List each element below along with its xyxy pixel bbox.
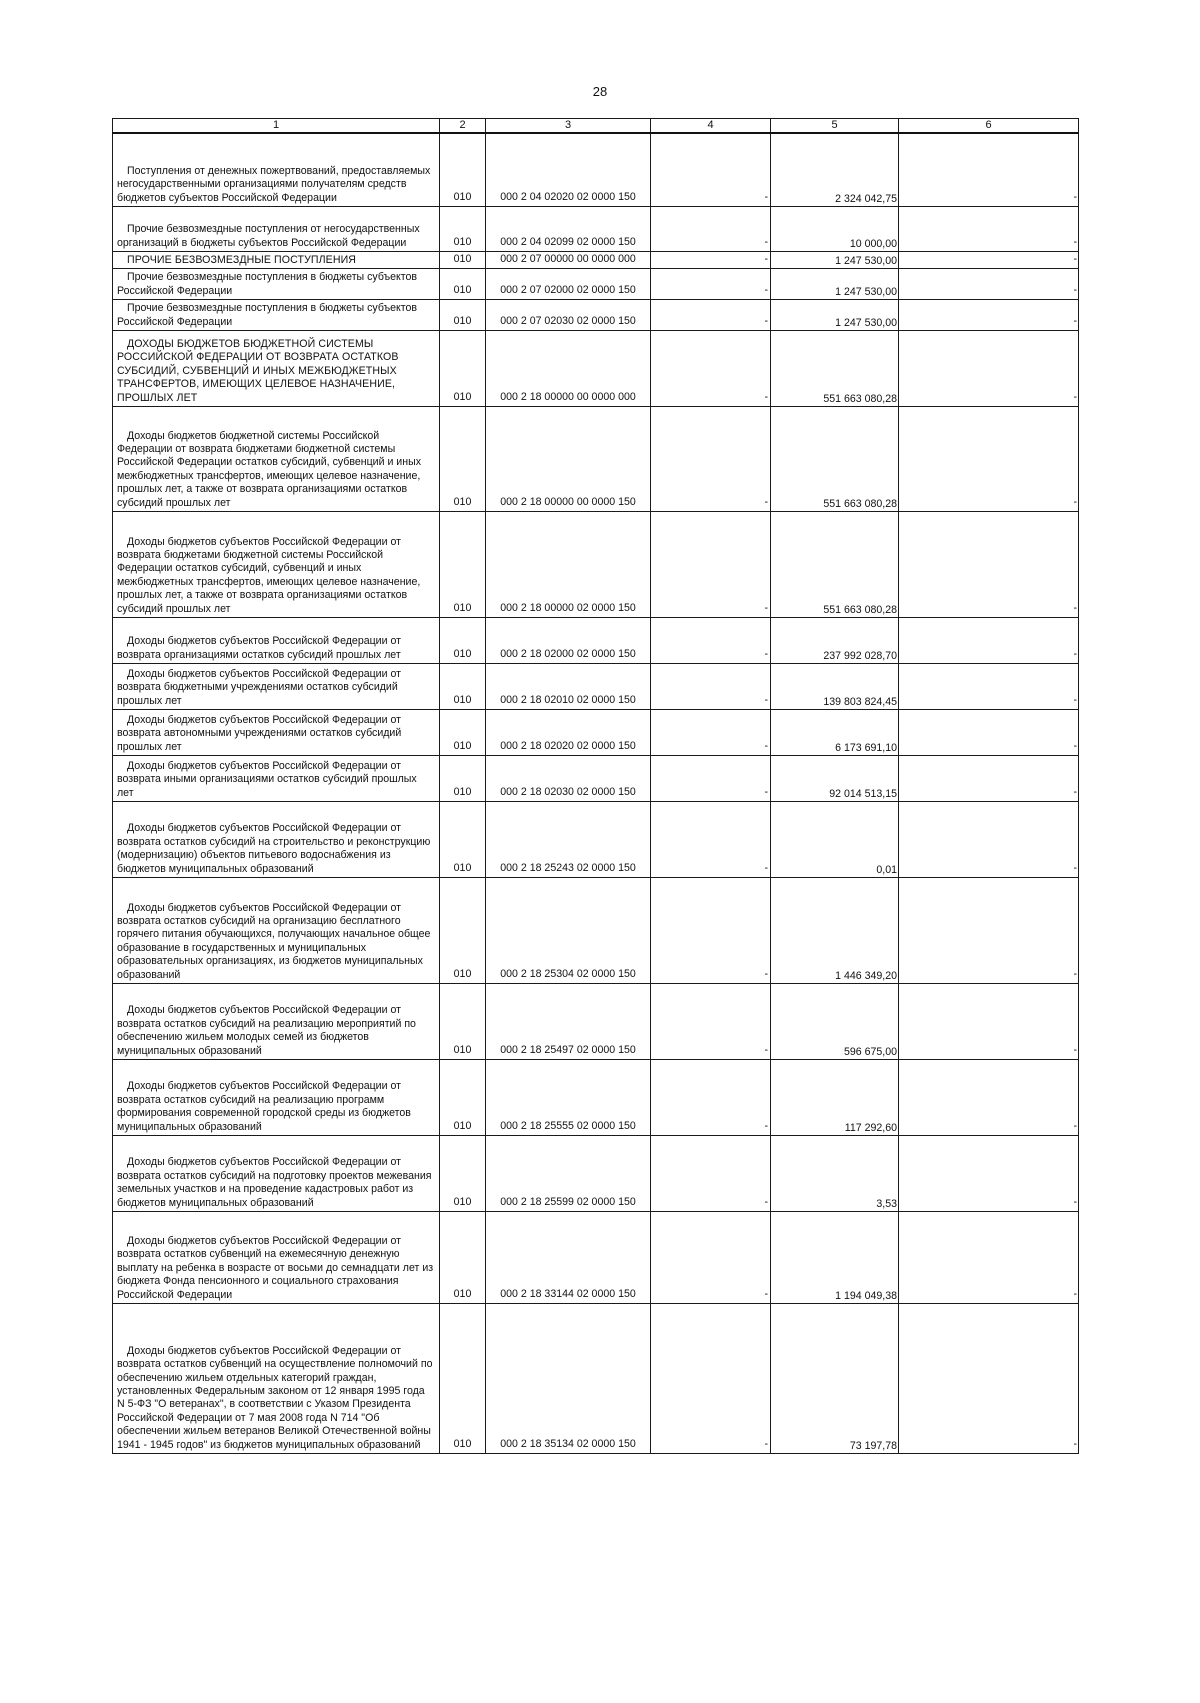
row-approved-amount xyxy=(651,983,771,1059)
row-line-code xyxy=(440,709,486,755)
row-budget-code-text: 000 2 04 02020 02 0000 150 xyxy=(500,190,636,203)
row-unexecuted-amount xyxy=(899,983,1079,1059)
row-unexecuted-amount xyxy=(899,206,1079,251)
row-executed-amount-text: 1 446 349,20 xyxy=(835,969,897,982)
column-header-5: 5 xyxy=(771,119,899,134)
row-budget-code-text: 000 2 18 02020 02 0000 150 xyxy=(500,739,636,752)
row-line-code xyxy=(440,406,486,511)
row-line-code-text: 010 xyxy=(453,390,472,403)
row-approved-amount xyxy=(651,251,771,268)
row-name-text: Доходы бюджетов субъектов Российской Федерации от возврата бюджетными учреждениями остатков субсидий прошлых лет xyxy=(117,667,401,707)
row-executed-amount xyxy=(771,1135,899,1211)
row-unexecuted-amount xyxy=(899,511,1079,617)
row-executed-amount xyxy=(771,709,899,755)
row-approved-amount xyxy=(651,663,771,709)
row-name-text: Прочие безвозмездные поступления от негосударственных организаций в бюджеты субъектов Российской Федерации xyxy=(117,223,420,249)
row-approved-amount xyxy=(651,300,771,331)
row-unexecuted-amount-text: - xyxy=(1073,1287,1077,1300)
row-executed-amount xyxy=(771,877,899,983)
row-line-code xyxy=(440,269,486,300)
row-name-text: ДОХОДЫ БЮДЖЕТОВ БЮДЖЕТНОЙ СИСТЕМЫ РОССИЙСКОЙ ФЕДЕРАЦИИ ОТ ВОЗВРАТА ОСТАТКОВ СУБСИДИЙ, СУБВЕНЦИЙ И ИНЫХ МЕЖБЮДЖЕТНЫХ ТРАНСФЕРТОВ, ИМЕЮЩИХ ЦЕЛЕВОЕ НАЗНАЧЕНИЕ, ПРОШЛЫХ ЛЕТ xyxy=(117,337,399,404)
row-line-code xyxy=(440,511,486,617)
row-executed-amount xyxy=(771,511,899,617)
row-name xyxy=(113,617,440,663)
table-row xyxy=(113,1303,1079,1453)
row-line-code-text: 010 xyxy=(453,235,472,248)
row-line-code-text: 010 xyxy=(453,967,472,980)
row-approved-amount xyxy=(651,133,771,206)
table-body xyxy=(113,133,1079,1453)
row-executed-amount xyxy=(771,269,899,300)
row-name xyxy=(113,206,440,251)
row-budget-code xyxy=(486,1135,651,1211)
row-unexecuted-amount-text: - xyxy=(1073,235,1077,248)
row-budget-code-text: 000 2 18 25497 02 0000 150 xyxy=(500,1043,636,1056)
row-budget-code-text: 000 2 18 25304 02 0000 150 xyxy=(500,967,636,980)
row-line-code xyxy=(440,755,486,801)
row-line-code-text: 010 xyxy=(453,647,472,660)
row-unexecuted-amount-text: - xyxy=(1073,693,1077,706)
row-approved-amount xyxy=(651,206,771,251)
row-budget-code-text: 000 2 18 00000 02 0000 150 xyxy=(500,601,636,614)
row-name xyxy=(113,330,440,406)
row-executed-amount-text: 1 247 530,00 xyxy=(835,254,897,267)
row-approved-amount xyxy=(651,1211,771,1303)
row-approved-amount-text: - xyxy=(764,283,768,296)
row-unexecuted-amount xyxy=(899,663,1079,709)
row-approved-amount-text: - xyxy=(764,495,768,508)
row-budget-code xyxy=(486,801,651,877)
row-line-code xyxy=(440,330,486,406)
table-row xyxy=(113,983,1079,1059)
row-unexecuted-amount xyxy=(899,1303,1079,1453)
row-approved-amount-text: - xyxy=(764,390,768,403)
row-budget-code-text: 000 2 18 00000 00 0000 150 xyxy=(500,495,636,508)
row-approved-amount-text: - xyxy=(764,1043,768,1056)
row-executed-amount xyxy=(771,983,899,1059)
row-executed-amount-text: 92 014 513,15 xyxy=(829,787,897,800)
row-name-text: Доходы бюджетов субъектов Российской Федерации от возврата бюджетами бюджетной системы Российской Федерации остатков субсидий, субвенций и иных межбюджетных трансфертов, имеющих целевое назначение, прошлых лет, а также от возврата организациями остатков субсидий прошлых лет xyxy=(117,535,421,615)
row-budget-code xyxy=(486,709,651,755)
row-executed-amount xyxy=(771,1303,899,1453)
row-unexecuted-amount xyxy=(899,801,1079,877)
row-line-code xyxy=(440,1303,486,1453)
row-approved-amount xyxy=(651,1135,771,1211)
row-budget-code-text: 000 2 18 35134 02 0000 150 xyxy=(500,1437,636,1450)
row-budget-code xyxy=(486,1059,651,1135)
row-budget-code xyxy=(486,877,651,983)
page-number: 28 xyxy=(592,84,608,99)
row-name xyxy=(113,983,440,1059)
row-approved-amount-text: - xyxy=(764,739,768,752)
row-approved-amount xyxy=(651,617,771,663)
row-line-code-text: 010 xyxy=(453,252,472,265)
budget-revenue-table xyxy=(112,118,1079,1454)
table-row xyxy=(113,755,1079,801)
row-approved-amount-text: - xyxy=(764,1287,768,1300)
row-budget-code xyxy=(486,1303,651,1453)
row-approved-amount xyxy=(651,877,771,983)
column-header-3: 3 xyxy=(486,119,651,134)
row-unexecuted-amount xyxy=(899,406,1079,511)
row-executed-amount-text: 117 292,60 xyxy=(844,1121,897,1134)
table-row xyxy=(113,511,1079,617)
row-unexecuted-amount xyxy=(899,1211,1079,1303)
row-name xyxy=(113,1135,440,1211)
row-executed-amount-text: 596 675,00 xyxy=(843,1045,897,1058)
row-budget-code-text: 000 2 04 02099 02 0000 150 xyxy=(500,235,636,248)
row-budget-code xyxy=(486,983,651,1059)
row-unexecuted-amount xyxy=(899,269,1079,300)
row-line-code-text: 010 xyxy=(453,1195,472,1208)
row-name-text: Доходы бюджетов субъектов Российской Федерации от возврата организациями остатков субсидий прошлых лет xyxy=(117,635,401,661)
row-executed-amount-text: 139 803 824,45 xyxy=(823,695,897,708)
row-executed-amount xyxy=(771,801,899,877)
column-header-4: 4 xyxy=(651,119,771,134)
table-row xyxy=(113,269,1079,300)
row-budget-code xyxy=(486,330,651,406)
row-unexecuted-amount xyxy=(899,709,1079,755)
table-row xyxy=(113,300,1079,331)
row-executed-amount xyxy=(771,251,899,268)
table-row xyxy=(113,1135,1079,1211)
row-unexecuted-amount xyxy=(899,251,1079,268)
row-name xyxy=(113,1303,440,1453)
row-line-code xyxy=(440,1135,486,1211)
row-budget-code xyxy=(486,206,651,251)
row-unexecuted-amount-text: - xyxy=(1073,1195,1077,1208)
table-row xyxy=(113,877,1079,983)
row-executed-amount-text: 73 197,78 xyxy=(849,1439,897,1452)
row-executed-amount xyxy=(771,617,899,663)
row-line-code xyxy=(440,663,486,709)
table-header xyxy=(113,119,1079,134)
row-budget-code xyxy=(486,269,651,300)
row-executed-amount xyxy=(771,1059,899,1135)
row-line-code xyxy=(440,617,486,663)
row-name xyxy=(113,1059,440,1135)
row-line-code xyxy=(440,877,486,983)
table-row xyxy=(113,1211,1079,1303)
row-line-code-text: 010 xyxy=(453,1437,472,1450)
column-header-2: 2 xyxy=(440,119,486,134)
row-unexecuted-amount-text: - xyxy=(1073,390,1077,403)
row-approved-amount xyxy=(651,511,771,617)
row-executed-amount-text: 0,01 xyxy=(876,863,897,876)
row-budget-code-text: 000 2 18 02010 02 0000 150 xyxy=(500,693,636,706)
row-approved-amount-text: - xyxy=(764,1437,768,1450)
row-executed-amount xyxy=(771,206,899,251)
row-approved-amount-text: - xyxy=(764,647,768,660)
row-name-text: Доходы бюджетов субъектов Российской Федерации от возврата остатков субвенций на ежемесячную денежную выплату на ребенка в возрасте от восьми до семнадцати лет из бюджета Фонда пенсионного и социального страхования Российской Федерации xyxy=(117,1234,434,1301)
row-approved-amount xyxy=(651,801,771,877)
row-name-text: Доходы бюджетов субъектов Российской Федерации от возврата иными организациями остатков субсидий прошлых лет xyxy=(117,759,417,799)
row-name-text: Поступления от денежных пожертвований, предоставляемых негосударственными организациями получателям средств бюджетов субъектов Российской Федерации xyxy=(117,164,431,204)
row-name-text: Доходы бюджетов субъектов Российской Федерации от возврата остатков субсидий на реализацию мероприятий по обеспечению жильем молодых семей из бюджетов муниципальных образований xyxy=(117,1004,416,1057)
row-executed-amount-text: 6 173 691,10 xyxy=(835,741,897,754)
row-executed-amount xyxy=(771,300,899,331)
column-number-row xyxy=(113,119,1079,134)
row-approved-amount-text: - xyxy=(764,1119,768,1132)
row-executed-amount-text: 237 992 028,70 xyxy=(823,649,897,662)
row-line-code-text: 010 xyxy=(453,283,472,296)
row-executed-amount-text: 3,53 xyxy=(876,1197,897,1210)
row-name-text: ПРОЧИЕ БЕЗВОЗМЕЗДНЫЕ ПОСТУПЛЕНИЯ xyxy=(127,253,357,266)
row-unexecuted-amount xyxy=(899,755,1079,801)
row-name-text: Доходы бюджетов субъектов Российской Федерации от возврата остатков субсидий на строительство и реконструкцию (модернизацию) объектов питьевого водоснабжения из бюджетов муниципальных образований xyxy=(117,822,431,875)
row-budget-code xyxy=(486,406,651,511)
row-executed-amount xyxy=(771,133,899,206)
row-budget-code-text: 000 2 18 25243 02 0000 150 xyxy=(500,861,636,874)
row-executed-amount-text: 2 324 042,75 xyxy=(835,192,897,205)
row-name-text: Прочие безвозмездные поступления в бюджеты субъектов Российской Федерации xyxy=(117,271,418,297)
row-budget-code xyxy=(486,133,651,206)
row-line-code xyxy=(440,206,486,251)
row-name-text: Доходы бюджетов субъектов Российской Федерации от возврата остатков субсидий на подготовку проектов межевания земельных участков и на проведение кадастровых работ из бюджетов муниципальных образований xyxy=(117,1156,432,1209)
row-approved-amount-text: - xyxy=(764,252,768,265)
row-name xyxy=(113,709,440,755)
row-line-code-text: 010 xyxy=(453,314,472,327)
row-executed-amount xyxy=(771,663,899,709)
row-name xyxy=(113,511,440,617)
row-line-code-text: 010 xyxy=(453,601,472,614)
row-unexecuted-amount-text: - xyxy=(1073,739,1077,752)
row-unexecuted-amount-text: - xyxy=(1073,601,1077,614)
row-line-code xyxy=(440,1059,486,1135)
row-budget-code xyxy=(486,617,651,663)
row-approved-amount-text: - xyxy=(764,785,768,798)
row-name xyxy=(113,877,440,983)
row-approved-amount-text: - xyxy=(764,1195,768,1208)
row-name xyxy=(113,269,440,300)
row-unexecuted-amount-text: - xyxy=(1073,967,1077,980)
row-budget-code-text: 000 2 07 02030 02 0000 150 xyxy=(500,314,636,327)
row-executed-amount-text: 551 663 080,28 xyxy=(823,392,897,405)
row-unexecuted-amount xyxy=(899,617,1079,663)
row-line-code xyxy=(440,251,486,268)
row-approved-amount-text: - xyxy=(764,693,768,706)
row-unexecuted-amount xyxy=(899,1059,1079,1135)
row-line-code-text: 010 xyxy=(453,190,472,203)
row-executed-amount xyxy=(771,755,899,801)
row-executed-amount-text: 10 000,00 xyxy=(849,237,897,250)
row-budget-code-text: 000 2 07 02000 02 0000 150 xyxy=(500,283,636,296)
row-unexecuted-amount xyxy=(899,133,1079,206)
row-name-text: Доходы бюджетов субъектов Российской Федерации от возврата остатков субсидий на реализацию программ формирования современной городской среды из бюджетов муниципальных образований xyxy=(117,1080,411,1133)
row-line-code xyxy=(440,1211,486,1303)
row-executed-amount-text: 1 247 530,00 xyxy=(835,316,897,329)
row-name xyxy=(113,406,440,511)
row-name-text: Доходы бюджетов субъектов Российской Федерации от возврата остатков субвенций на осуществление полномочий по обеспечению жильем отдельных категорий граждан, установленных Федеральным законом от 12 января 1995 года N 5-ФЗ "О ветеранах", в соответствии с Указом Президента Российской Федерации от 7 мая 2008 года N 714 "Об обеспечении жильем ветеранов Великой Отечественной войны 1941 - 1945 годов" из бюджетов муниципальных образований xyxy=(117,1344,433,1451)
row-executed-amount-text: 551 663 080,28 xyxy=(823,497,897,510)
row-budget-code-text: 000 2 18 33144 02 0000 150 xyxy=(500,1287,636,1300)
row-unexecuted-amount-text: - xyxy=(1073,314,1077,327)
row-unexecuted-amount-text: - xyxy=(1073,647,1077,660)
row-unexecuted-amount-text: - xyxy=(1073,283,1077,296)
row-executed-amount xyxy=(771,1211,899,1303)
row-approved-amount xyxy=(651,709,771,755)
row-name xyxy=(113,801,440,877)
table-row xyxy=(113,801,1079,877)
row-budget-code xyxy=(486,1211,651,1303)
table-row xyxy=(113,330,1079,406)
row-approved-amount-text: - xyxy=(764,314,768,327)
row-executed-amount xyxy=(771,330,899,406)
row-budget-code-text: 000 2 18 25599 02 0000 150 xyxy=(500,1195,636,1208)
row-unexecuted-amount xyxy=(899,300,1079,331)
row-name xyxy=(113,300,440,331)
row-approved-amount xyxy=(651,1303,771,1453)
table-row xyxy=(113,663,1079,709)
row-line-code-text: 010 xyxy=(453,861,472,874)
row-approved-amount-text: - xyxy=(764,601,768,614)
table-row xyxy=(113,1059,1079,1135)
table-row xyxy=(113,709,1079,755)
row-budget-code-text: 000 2 18 25555 02 0000 150 xyxy=(500,1119,636,1132)
row-line-code-text: 010 xyxy=(453,1043,472,1056)
row-approved-amount-text: - xyxy=(764,190,768,203)
row-line-code-text: 010 xyxy=(453,1119,472,1132)
row-budget-code xyxy=(486,300,651,331)
row-unexecuted-amount xyxy=(899,330,1079,406)
row-budget-code-text: 000 2 18 02030 02 0000 150 xyxy=(500,785,636,798)
row-approved-amount-text: - xyxy=(764,861,768,874)
row-executed-amount-text: 1 247 530,00 xyxy=(835,285,897,298)
row-unexecuted-amount-text: - xyxy=(1073,1119,1077,1132)
row-unexecuted-amount-text: - xyxy=(1073,1043,1077,1056)
row-approved-amount xyxy=(651,755,771,801)
row-line-code xyxy=(440,133,486,206)
table-row xyxy=(113,251,1079,268)
row-unexecuted-amount-text: - xyxy=(1073,252,1077,265)
row-executed-amount xyxy=(771,406,899,511)
row-budget-code-text: 000 2 18 02000 02 0000 150 xyxy=(500,647,636,660)
row-unexecuted-amount xyxy=(899,1135,1079,1211)
row-name xyxy=(113,251,440,268)
column-header-1: 1 xyxy=(113,119,440,134)
row-approved-amount-text: - xyxy=(764,967,768,980)
row-executed-amount-text: 551 663 080,28 xyxy=(823,603,897,616)
row-name-text: Доходы бюджетов бюджетной системы Российской Федерации от возврата бюджетами бюджетной системы Российской Федерации остатков субсидий, субвенций и иных межбюджетных трансфертов, имеющих целевое назначение, прошлых лет, а также от возврата организациями остатков субсидий прошлых лет xyxy=(117,429,421,509)
row-unexecuted-amount-text: - xyxy=(1073,861,1077,874)
row-approved-amount xyxy=(651,406,771,511)
row-line-code xyxy=(440,801,486,877)
row-approved-amount xyxy=(651,330,771,406)
row-line-code xyxy=(440,300,486,331)
row-unexecuted-amount-text: - xyxy=(1073,495,1077,508)
row-unexecuted-amount-text: - xyxy=(1073,190,1077,203)
table-row xyxy=(113,617,1079,663)
row-name xyxy=(113,1211,440,1303)
row-unexecuted-amount xyxy=(899,877,1079,983)
row-approved-amount xyxy=(651,269,771,300)
row-budget-code xyxy=(486,511,651,617)
table-row xyxy=(113,133,1079,206)
row-line-code-text: 010 xyxy=(453,1287,472,1300)
table-row xyxy=(113,206,1079,251)
row-unexecuted-amount-text: - xyxy=(1073,785,1077,798)
column-header-6: 6 xyxy=(899,119,1079,134)
row-name-text: Прочие безвозмездные поступления в бюджеты субъектов Российской Федерации xyxy=(117,302,418,328)
row-budget-code xyxy=(486,755,651,801)
row-name xyxy=(113,755,440,801)
row-name xyxy=(113,133,440,206)
row-budget-code-text: 000 2 07 00000 00 0000 000 xyxy=(500,252,636,265)
row-line-code-text: 010 xyxy=(453,785,472,798)
row-budget-code-text: 000 2 18 00000 00 0000 000 xyxy=(500,390,636,403)
row-approved-amount xyxy=(651,1059,771,1135)
row-budget-code xyxy=(486,251,651,268)
row-line-code xyxy=(440,983,486,1059)
row-executed-amount-text: 1 194 049,38 xyxy=(835,1289,897,1302)
row-name-text: Доходы бюджетов субъектов Российской Федерации от возврата остатков субсидий на организацию бесплатного горячего питания обучающихся, получающих начальное общее образование в государственных и муниципальных образовательных организациях, из бюджетов муниципальных образований xyxy=(117,901,431,981)
row-line-code-text: 010 xyxy=(453,693,472,706)
table-row xyxy=(113,406,1079,511)
row-line-code-text: 010 xyxy=(453,495,472,508)
row-approved-amount-text: - xyxy=(764,235,768,248)
row-name-text: Доходы бюджетов субъектов Российской Федерации от возврата автономными учреждениями остатков субсидий прошлых лет xyxy=(117,713,402,753)
row-unexecuted-amount-text: - xyxy=(1073,1437,1077,1450)
row-line-code-text: 010 xyxy=(453,739,472,752)
row-budget-code xyxy=(486,663,651,709)
row-name xyxy=(113,663,440,709)
